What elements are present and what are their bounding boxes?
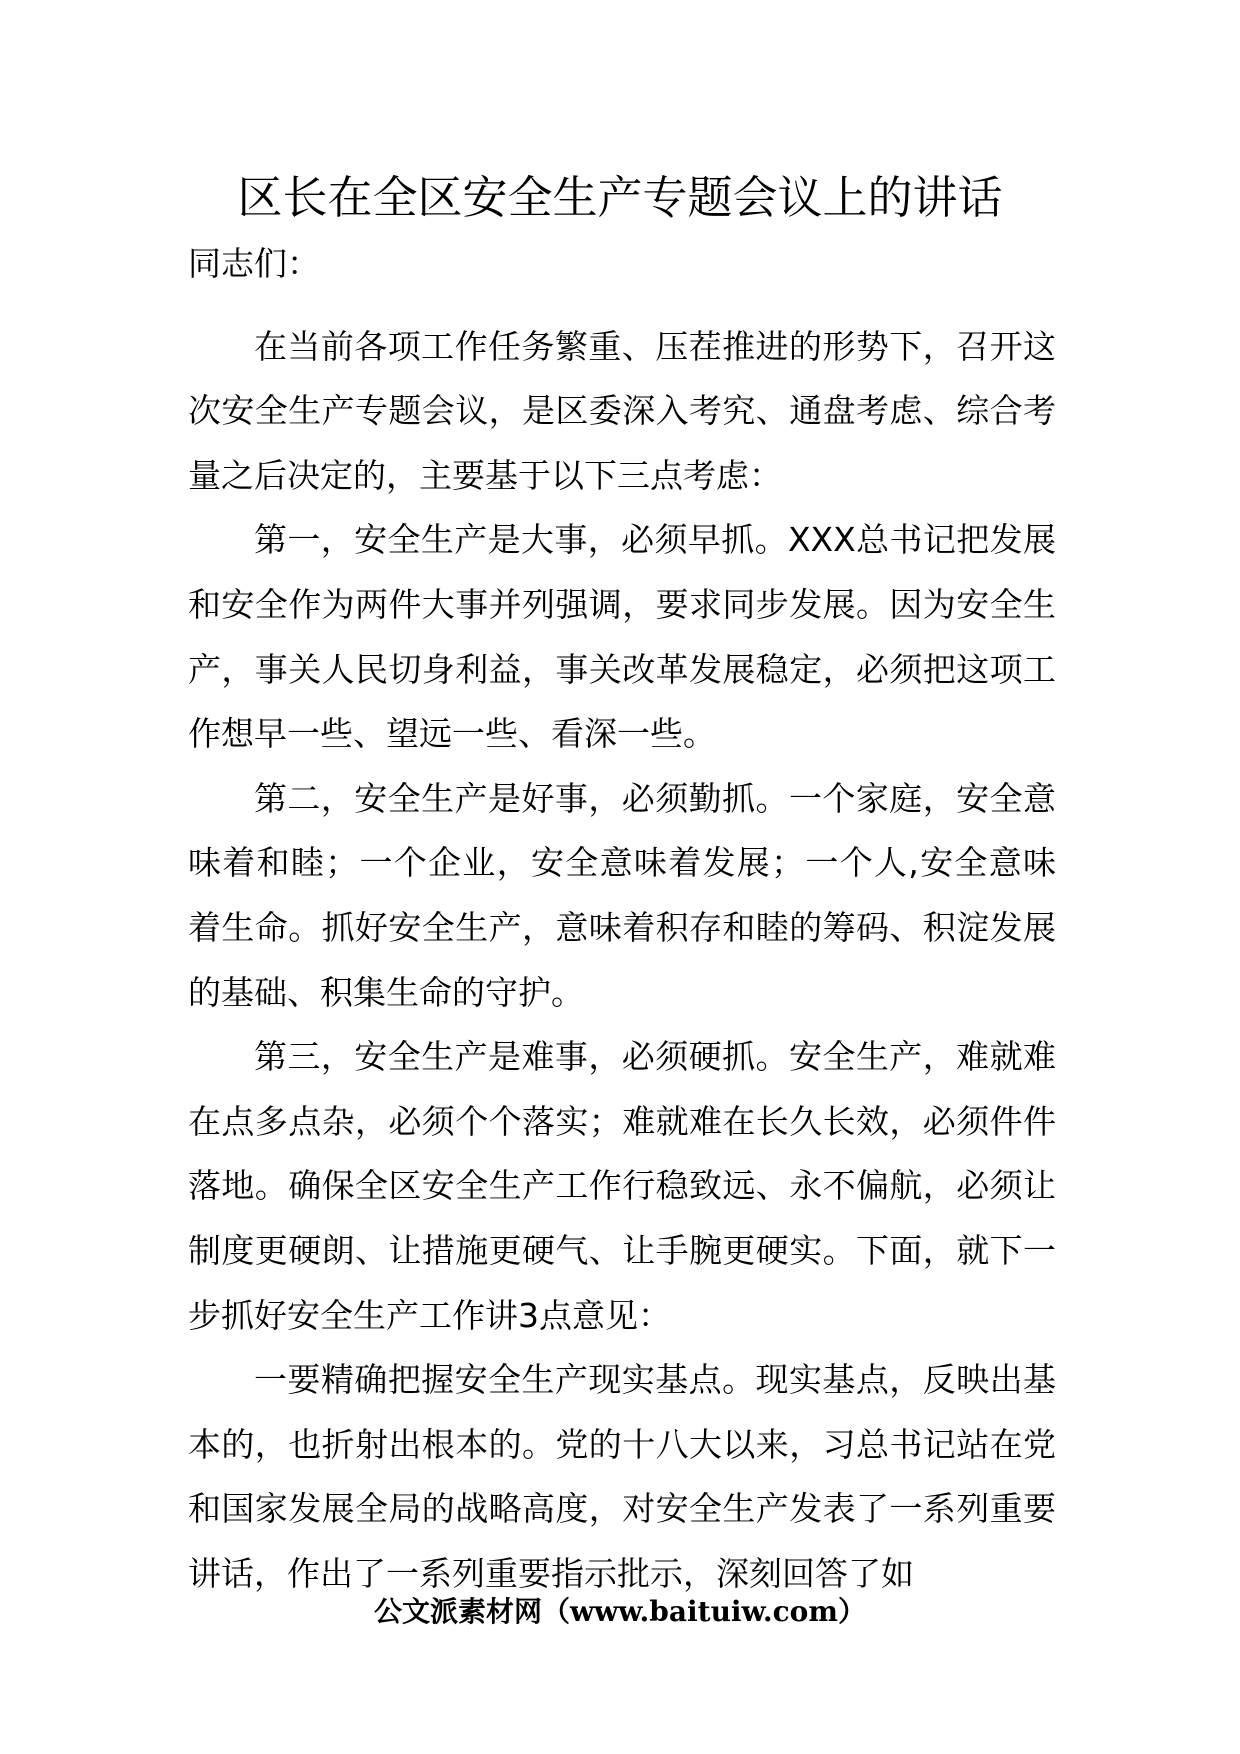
salutation: 同志们： bbox=[188, 244, 320, 283]
footer-watermark: 公文派素材网（www.baituiw.com） bbox=[374, 1595, 866, 1628]
document-body bbox=[188, 240, 1056, 1606]
paragraph-opinion-one: 一要精确把握安全生产现实基点。现实基点，反映出基本的，也折射出根本的。党的十八大以来，习总书记站在党和国家发展全局的战略高度，对安全生产发表了一系列重要讲话，作出了一系列重要指示批示，深刻回答了如 bbox=[188, 1360, 1056, 1593]
paragraph-third-point: 第三，安全生产是难事，必须硬抓。安全生产，难就难在点多点杂，必须个个落实；难就难在长久长效，必须件件落地。确保全区安全生产工作行稳致远、永不偏航，必须让制度更硬朗、让措施更硬气、让手腕更硬实。下面，就下一步抓好安全生产工作讲3点意见： bbox=[188, 1037, 1056, 1335]
paragraph-intro: 在当前各项工作任务繁重、压茬推进的形势下，召开这次安全生产专题会议，是区委深入考究、通盘考虑、综合考量之后决定的，主要基于以下三点考虑： bbox=[188, 326, 1056, 495]
paragraph-second-point: 第二，安全生产是好事，必须勤抓。一个家庭，安全意味着和睦；一个企业，安全意味着发展；一个人,安全意味着生命。抓好安全生产，意味着积存和睦的筹码、积淀发展的基础、积集生命的守护。 bbox=[188, 778, 1056, 1012]
document-title: 区长在全区安全生产专题会议上的讲话 bbox=[237, 171, 1003, 224]
paragraph-first-point: 第一，安全生产是大事，必须早抓。XXX总书记把发展和安全作为两件大事并列强调，要求同步发展。因为安全生产，事关人民切身利益，事关改革发展稳定，必须把这项工作想早一些、望远一些、看深一些。 bbox=[188, 520, 1056, 754]
